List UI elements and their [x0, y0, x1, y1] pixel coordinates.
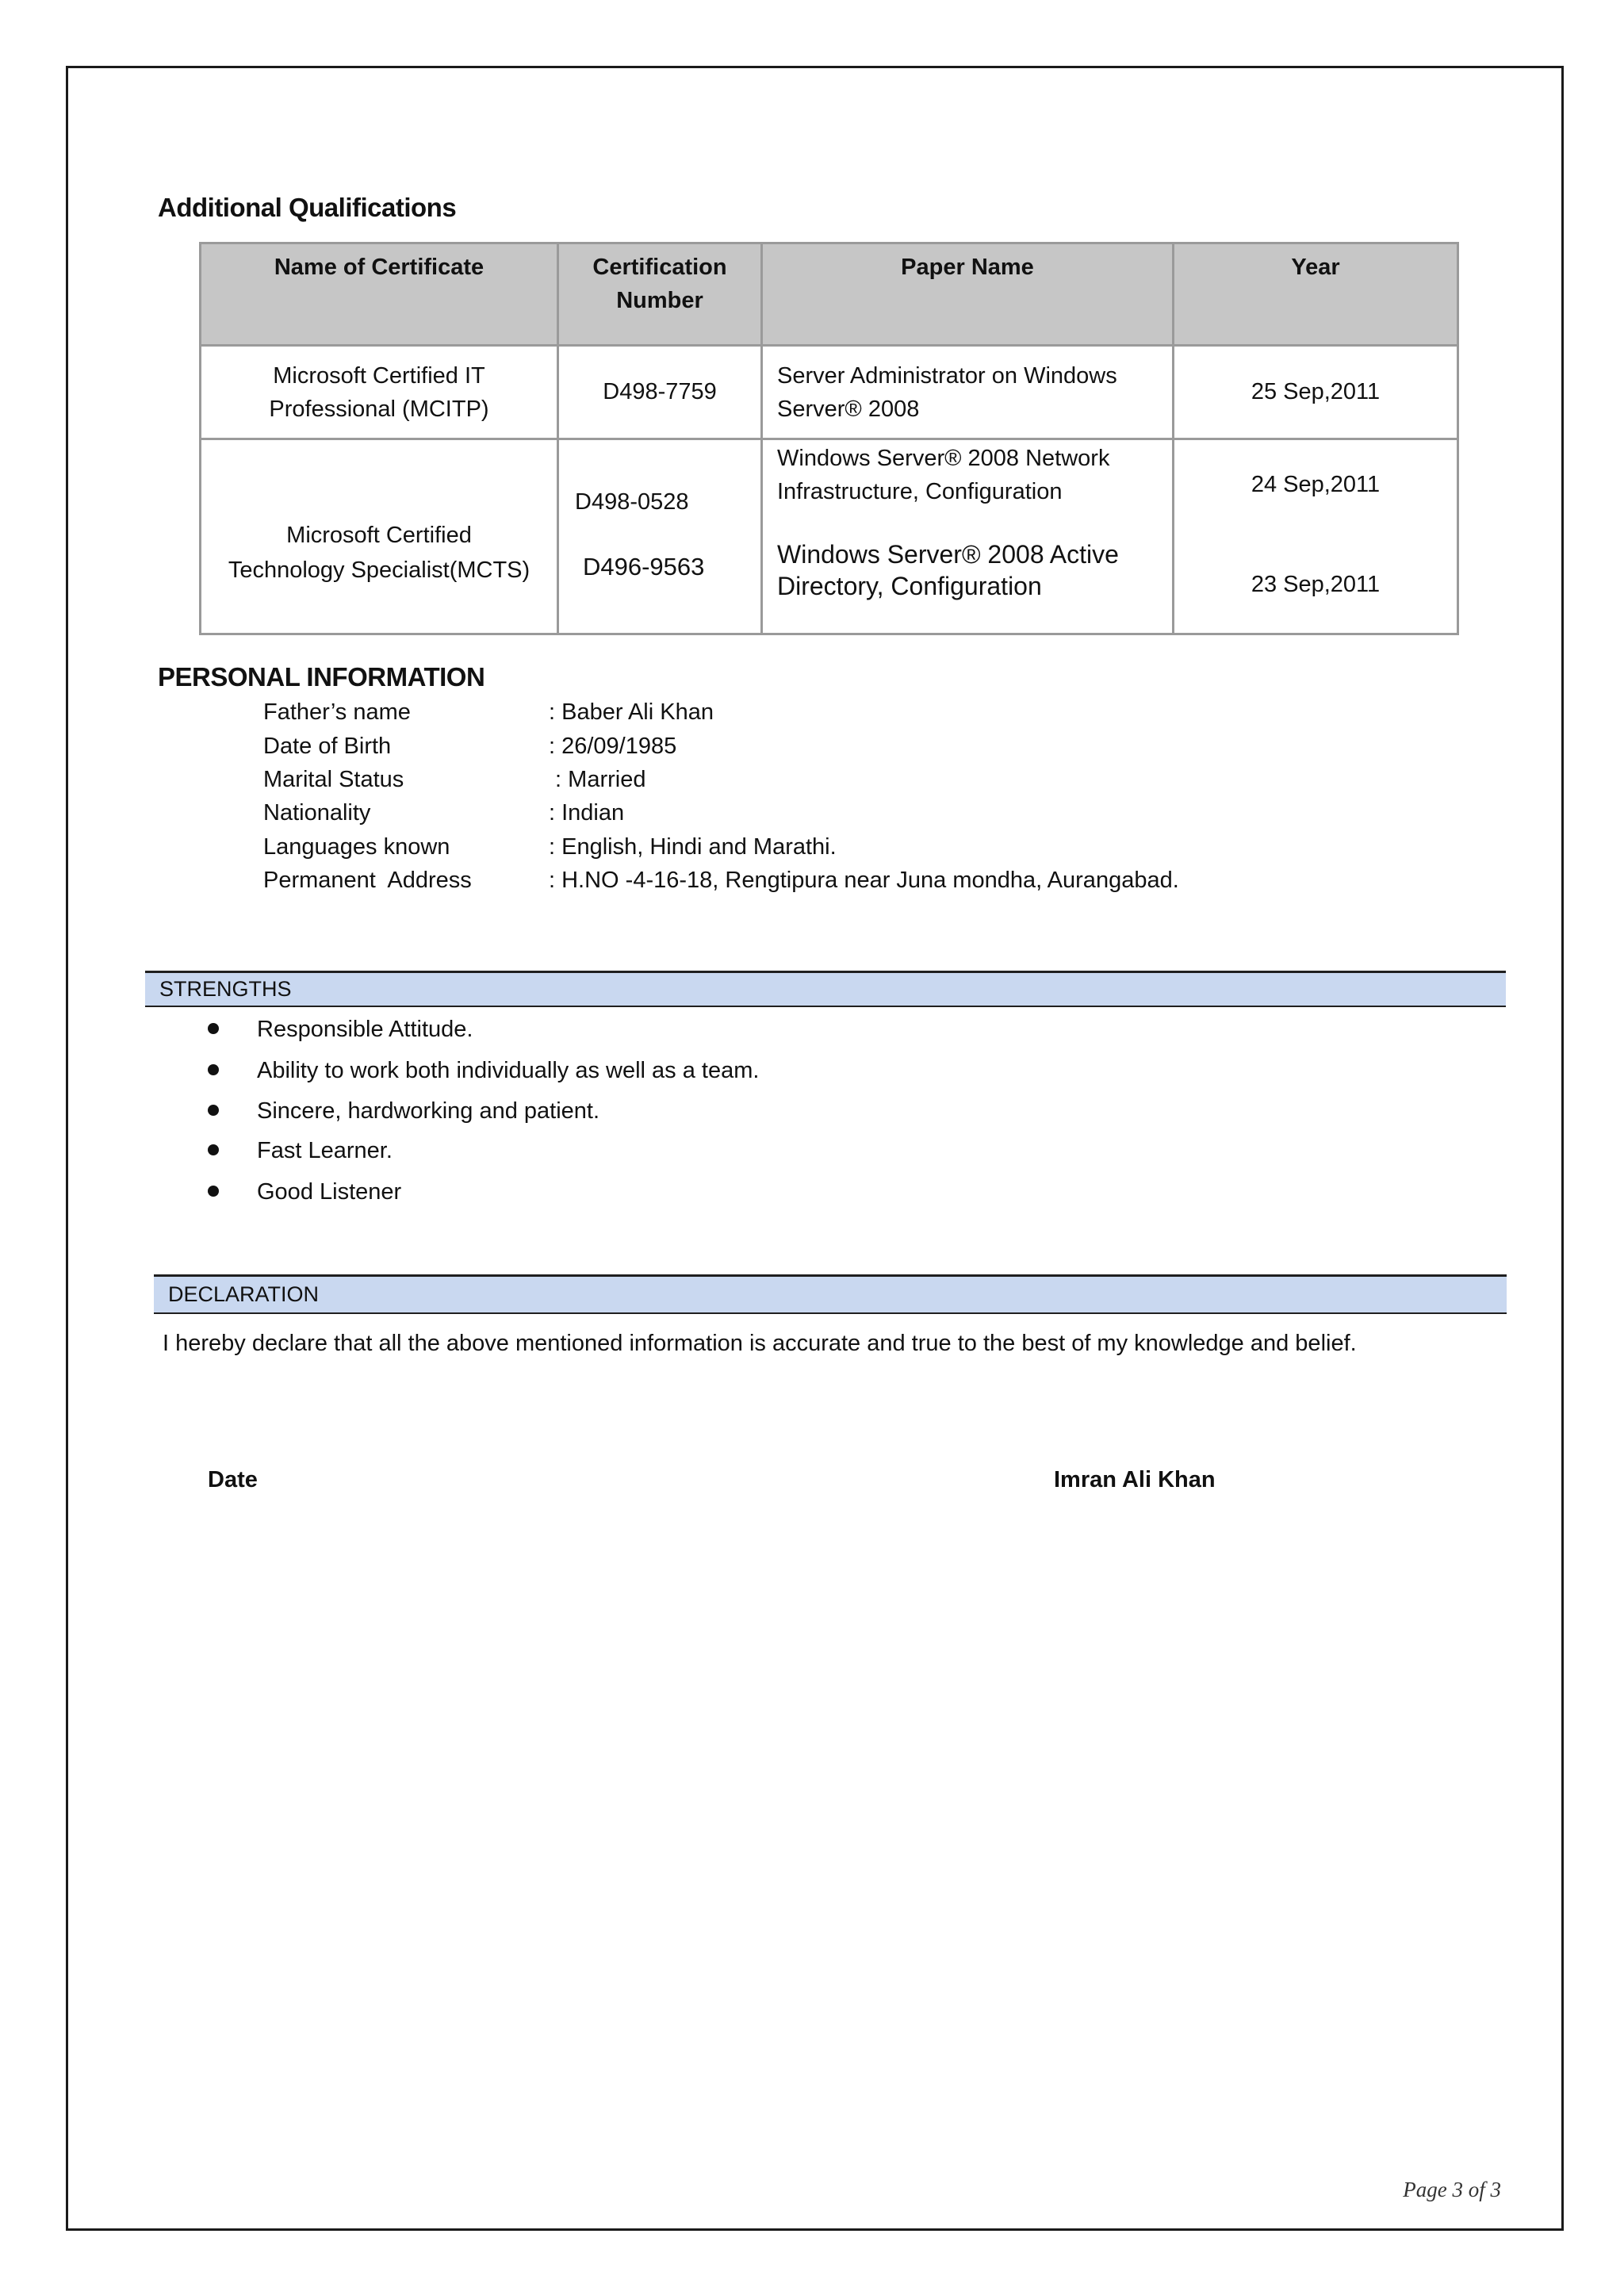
bullet-icon	[208, 1064, 219, 1075]
bullet-icon	[208, 1023, 219, 1034]
cell-paper-names: Windows Server® 2008 Network Infrastructure, Configuration Windows Server® 2008 Active Directory, Configuration	[762, 439, 1174, 634]
cell-paper-name: Server Administrator on Windows Server® 2008	[762, 346, 1174, 439]
cell-certificate: Microsoft Certified IT Professional (MCITP)	[201, 346, 558, 439]
personal-information-heading: PERSONAL INFORMATION	[158, 662, 485, 692]
cell-certificate: Microsoft Certified Technology Specialist(MCTS)	[201, 439, 558, 634]
header-year: Year	[1174, 243, 1458, 346]
bullet-icon	[208, 1105, 219, 1116]
bullet-icon	[208, 1186, 219, 1197]
cell-year: 25 Sep,2011	[1174, 346, 1458, 439]
date-label: Date	[208, 1467, 258, 1492]
header-cert-number: Certification Number	[558, 243, 762, 346]
cell-cert-number: D498-7759	[558, 346, 762, 439]
declaration-text: I hereby declare that all the above mentioned information is accurate and true to the best of my knowledge and belief.	[163, 1331, 1357, 1356]
table-header-row	[201, 243, 1458, 346]
additional-qualifications-heading: Additional Qualifications	[158, 193, 457, 222]
bullet-icon	[208, 1144, 219, 1155]
page-number: Page 3 of 3	[1403, 2178, 1501, 2201]
cell-cert-numbers: D498-0528 D496-9563	[558, 439, 762, 634]
declaration-heading: DECLARATION	[154, 1274, 1507, 1314]
strengths-heading: STRENGTHS	[145, 971, 1506, 1007]
header-paper-name: Paper Name	[762, 243, 1174, 346]
qualifications-table	[199, 242, 1459, 635]
header-certificate: Name of Certificate	[201, 243, 558, 346]
table-row	[201, 439, 1458, 634]
cell-years: 24 Sep,2011 23 Sep,2011	[1174, 439, 1458, 634]
signatory-name: Imran Ali Khan	[1054, 1467, 1216, 1492]
table-row	[201, 346, 1458, 439]
